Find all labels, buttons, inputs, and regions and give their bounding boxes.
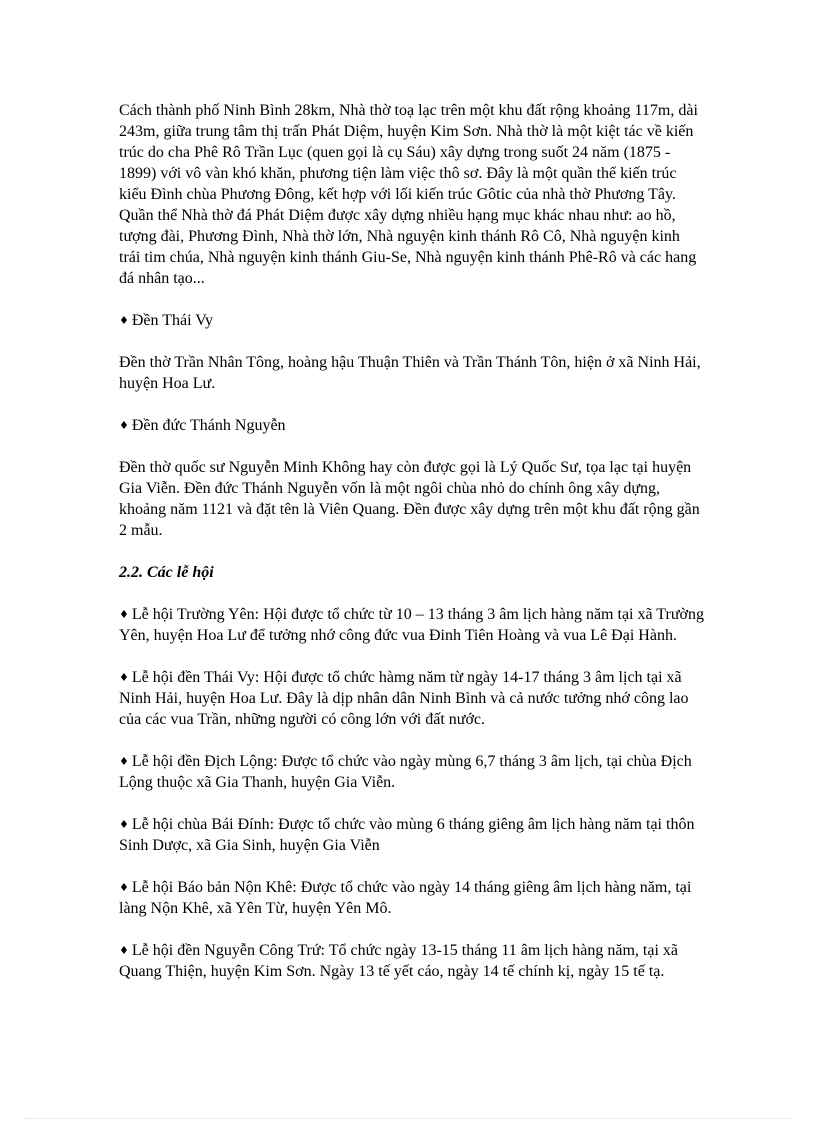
festival-item [119, 814, 704, 856]
thai-vy-title [119, 310, 704, 331]
diamond-bullet-icon: ♦ [119, 755, 129, 768]
diamond-bullet-icon: ♦ [119, 944, 129, 957]
page-footer-divider [24, 1118, 792, 1119]
document-body [119, 100, 704, 1003]
festival-text: Lễ hội chùa Bái Đính: Được tổ chức vào mùng 6 tháng giêng âm lịch hàng năm tại thôn Sinh Dược, xã Gia Sinh, huyện Gia Viễn [119, 816, 695, 854]
diamond-bullet-icon: ♦ [119, 818, 129, 831]
festival-text: Lễ hội đền Nguyễn Công Trứ: Tổ chức ngày 13-15 tháng 11 âm lịch hàng năm, tại xã Quang Thiện, huyện Kim Sơn. Ngày 13 tế yết cáo, ngày 14 tế chính kị, ngày 15 tế tạ. [119, 942, 679, 980]
nguyen-title-text: Đền đức Thánh Nguyễn [131, 417, 286, 434]
festival-text: Lễ hội Trường Yên: Hội được tổ chức từ 10 – 13 tháng 3 âm lịch hàng năm tại xã Trường Yên, huyện Hoa Lư để tưởng nhớ công đức vua Đinh Tiên Hoàng và vua Lê Đại Hành. [119, 606, 704, 644]
diamond-bullet-icon: ♦ [119, 314, 129, 327]
festival-text: Lễ hội Báo bản Nộn Khê: Được tổ chức vào ngày 14 tháng giêng âm lịch hàng năm, tại làng Nộn Khê, xã Yên Từ, huyện Yên Mô. [119, 879, 692, 917]
festival-text: Lễ hội đền Thái Vy: Hội được tổ chức hàmg năm từ ngày 14-17 tháng 3 âm lịch tại xã Ninh Hải, huyện Hoa Lư. Đây là dịp nhân dân Ninh Bình và cả nước tưởng nhớ công lao của các vua Trần, những người có công lớn với đất nước. [119, 669, 689, 728]
nguyen-paragraph: Đền thờ quốc sư Nguyễn Minh Không hay còn được gọi là Lý Quốc Sư, tọa lạc tại huyện Gia Viễn. Đền đức Thánh Nguyễn vốn là một ngôi chùa nhỏ do chính ông xây dựng, khoảng năm 1121 và đặt tên là Viên Quang. Đền được xây dựng trên một khu đất rộng gần 2 mẫu. [119, 459, 700, 539]
festival-item [119, 877, 704, 919]
festival-text: Lễ hội đền Địch Lộng: Được tổ chức vào ngày mùng 6,7 tháng 3 âm lịch, tại chùa Địch Lộng thuộc xã Gia Thanh, huyện Gia Viễn. [119, 753, 692, 791]
thai-vy-paragraph: Đền thờ Trần Nhân Tông, hoàng hậu Thuận Thiên và Trần Thánh Tôn, hiện ở xã Ninh Hải, huyện Hoa Lư. [119, 354, 701, 392]
diamond-bullet-icon: ♦ [119, 671, 129, 684]
festival-item [119, 604, 704, 646]
section-heading: 2.2. Các lễ hội [119, 564, 214, 581]
festival-item [119, 940, 704, 982]
intro-paragraph: Cách thành phố Ninh Bình 28km, Nhà thờ toạ lạc trên một khu đất rộng khoảng 117m, dài 243m, giữa trung tâm thị trấn Phát Diệm, huyện Kim Sơn. Nhà thờ là một kiệt tác về kiến trúc do cha Phê Rô Trần Lục (quen gọi là cụ Sáu) xây dựng trong suốt 24 năm (1875 - 1899) với vô vàn khó khăn, phương tiện làm việc thô sơ. Đây là một quần thể kiến trúc kiểu Đình chùa Phương Đông, kết hợp với lối kiến trúc Gôtic của nhà thờ Phương Tây. Quần thể Nhà thờ đá Phát Diệm được xây dựng nhiều hạng mục khác nhau như: ao hồ, tượng đài, Phương Đình, Nhà thờ lớn, Nhà nguyện kinh thánh Rô Cô, Nhà nguyện kinh trái tim chúa, Nhà nguyện kinh thánh Giu-Se, Nhà nguyện kinh thánh Phê-Rô và các hang đá nhân tạo... [119, 102, 698, 287]
diamond-bullet-icon: ♦ [119, 419, 129, 432]
thai-vy-title-text: Đền Thái Vy [131, 312, 214, 329]
festival-item [119, 751, 704, 793]
festival-item [119, 667, 704, 730]
diamond-bullet-icon: ♦ [119, 608, 129, 621]
diamond-bullet-icon: ♦ [119, 881, 129, 894]
nguyen-title [119, 415, 704, 436]
